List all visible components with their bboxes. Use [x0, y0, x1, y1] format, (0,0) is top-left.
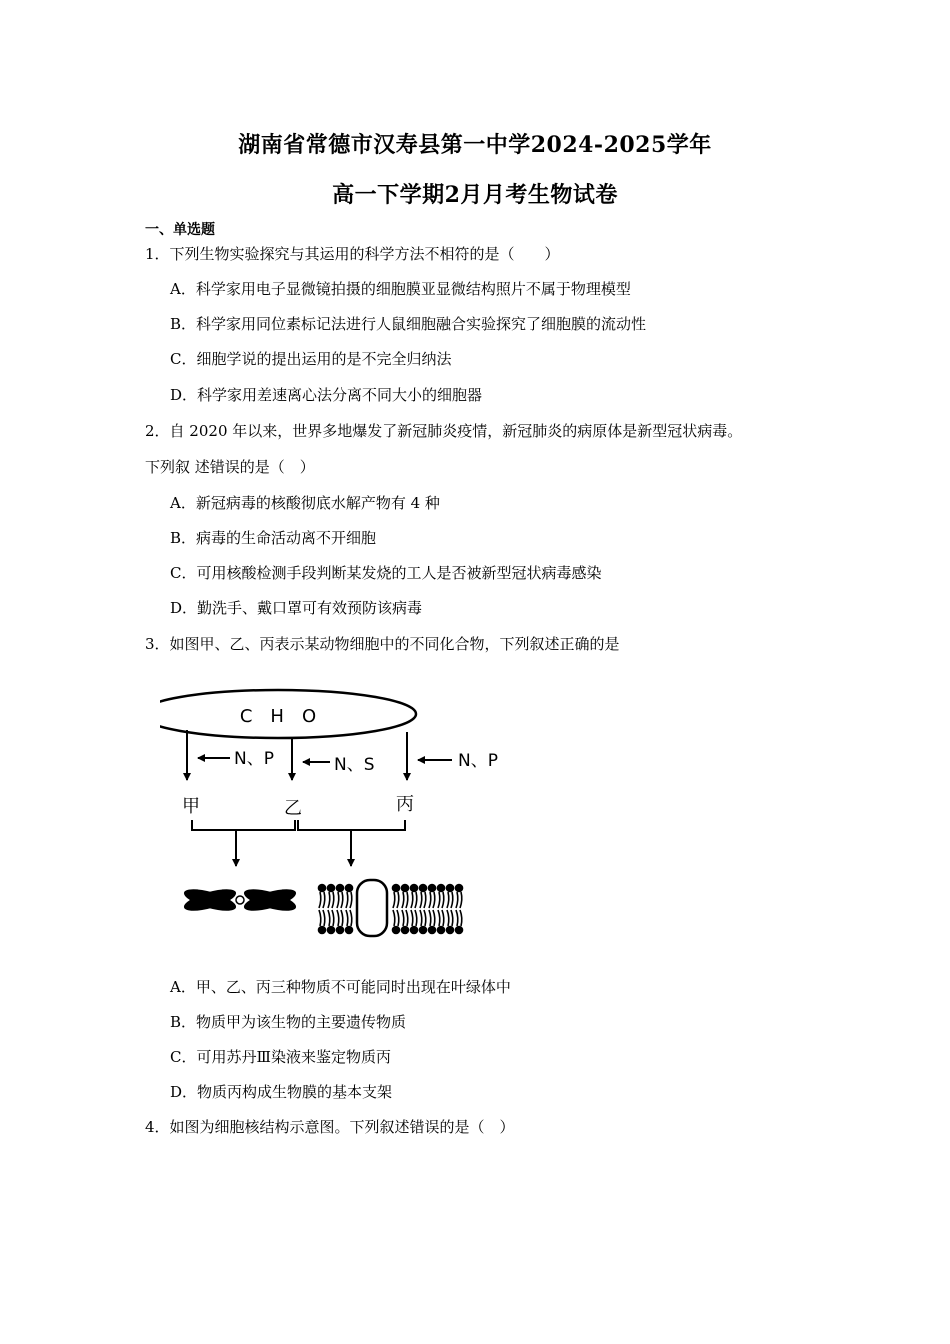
section-heading: 一、单选题 — [145, 222, 215, 238]
question-1-option-a: A．科学家用电子显微镜拍摄的细胞膜亚显微结构照片不属于物理模型 — [170, 280, 631, 298]
question-3-option-a: A．甲、乙、丙三种物质不可能同时出现在叶绿体中 — [170, 978, 511, 996]
question-1-option-d: D．科学家用差速离心法分离不同大小的细胞器 — [170, 386, 483, 404]
label-ns: N、S — [334, 755, 375, 775]
label-bing: 丙 — [396, 794, 414, 815]
question-2-option-a: A．新冠病毒的核酸彻底水解产物有 4 种 — [170, 494, 440, 512]
bracket-yi-bing — [298, 820, 405, 830]
question-3-option-b: B．物质甲为该生物的主要遗传物质 — [170, 1013, 407, 1031]
cho-elements-label: C H O — [239, 706, 317, 727]
label-np-1: N、P — [234, 749, 274, 769]
question-2-option-c: C．可用核酸检测手段判断某发烧的工人是否被新型冠状病毒感染 — [170, 564, 602, 582]
question-2-stem: 2．自 2020 年以来，世界多地爆发了新冠肺炎疫情，新冠肺炎的病原体是新型冠状病毒。 — [145, 422, 743, 440]
question-1-option-b: B．科学家用同位素标记法进行人鼠细胞融合实验探究了细胞膜的流动性 — [170, 315, 647, 333]
bracket-jia-yi — [192, 820, 295, 830]
question-2-option-b: B．病毒的生命活动离不开细胞 — [170, 529, 377, 547]
question-2-stem-continued: 下列叙 述错误的是（ ） — [145, 458, 315, 476]
question-2-option-d: D．勤洗手、戴口罩可有效预防该病毒 — [170, 599, 423, 617]
page-title-line2: 高一下学期2月月考生物试卷 — [332, 182, 618, 208]
label-jia: 甲 — [182, 796, 200, 817]
compound-diagram — [160, 680, 520, 950]
label-np-2: N、P — [458, 751, 498, 771]
question-4-stem: 4．如图为细胞核结构示意图。下列叙述错误的是（ ） — [145, 1118, 515, 1136]
question-1-stem: 1．下列生物实验探究与其运用的科学方法不相符的是（ ） — [145, 245, 560, 263]
chromosome-icon — [182, 885, 298, 915]
question-3-option-d: D．物质丙构成生物膜的基本支架 — [170, 1083, 393, 1101]
question-1-option-c: C．细胞学说的提出运用的是不完全归纳法 — [170, 350, 452, 368]
label-yi: 乙 — [284, 798, 302, 819]
question-3-stem: 3．如图甲、乙、丙表示某动物细胞中的不同化合物，下列叙述正确的是 — [145, 635, 620, 653]
cell-membrane-icon — [319, 880, 463, 936]
question-3-option-c: C．可用苏丹Ⅲ染液来鉴定物质丙 — [170, 1048, 391, 1066]
page-title-line1: 湖南省常德市汉寿县第一中学2024-2025学年 — [238, 132, 712, 158]
